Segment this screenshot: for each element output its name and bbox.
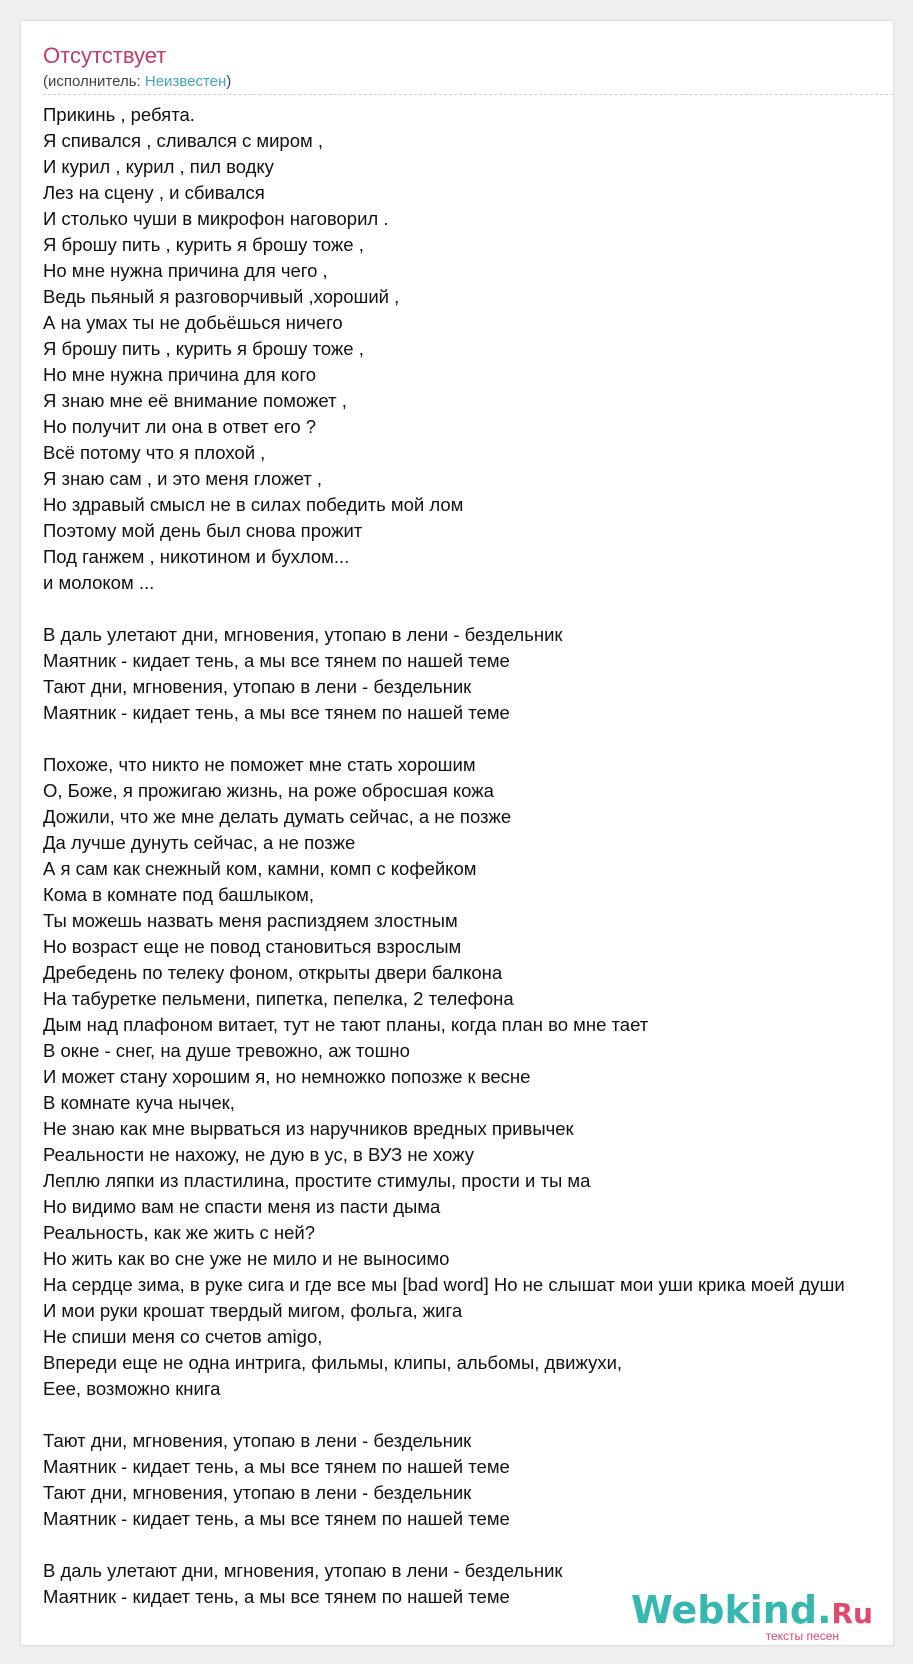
lyric-line: В окне - снег, на душе тревожно, аж тошно	[43, 1040, 410, 1061]
lyric-line: и молоком ...	[43, 572, 155, 593]
lyric-line: Я знаю мне её внимание поможет ,	[43, 390, 347, 411]
lyric-line: Но мне нужна причина для чего ,	[43, 260, 328, 281]
lyric-line: Но здравый смысл не в силах победить мой лом	[43, 494, 464, 515]
lyric-line: Маятник - кидает тень, а мы все тянем по нашей теме	[43, 650, 510, 671]
lyric-line: Леплю ляпки из пластилина, простите стимулы, прости и ты ма	[43, 1170, 591, 1191]
lyric-line: Дожили, что же мне делать думать сейчас, а не позже	[43, 806, 512, 827]
lyrics-card	[20, 20, 894, 1646]
lyric-line: Впереди еще не одна интрига, фильмы, клипы, альбомы, движухи,	[43, 1352, 623, 1373]
lyric-line: Прикинь , ребята.	[43, 104, 195, 125]
lyric-line: Дым над плафоном витает, тут не тают планы, когда план во мне тает	[43, 1014, 649, 1035]
lyric-line: Не спиши меня со счетов amigo,	[43, 1326, 323, 1347]
artist-line	[43, 72, 231, 92]
lyric-line: Тают дни, мгновения, утопаю в лени - бездельник	[43, 676, 472, 697]
artist-link[interactable]: Неизвестен	[144, 73, 227, 90]
logo-tagline: тексты песен	[765, 1629, 839, 1643]
lyric-line: В комнате куча нычек,	[43, 1092, 235, 1113]
lyric-line: И курил , курил , пил водку	[43, 156, 274, 177]
lyric-line: Но получит ли она в ответ его ?	[43, 416, 317, 437]
lyric-line: Я брошу пить , курить я брошу тоже ,	[43, 338, 364, 359]
lyric-line: Но видимо вам не спасти меня из пасти дыма	[43, 1196, 441, 1217]
lyric-line: Маятник - кидает тень, а мы все тянем по нашей теме	[43, 1508, 510, 1529]
lyric-line: Тают дни, мгновения, утопаю в лени - бездельник	[43, 1430, 472, 1451]
lyric-line: Я спивался , сливался с миром ,	[43, 130, 324, 151]
lyric-line: Под ганжем , никотином и бухлом...	[43, 546, 350, 567]
song-title: Отсутствует	[43, 43, 167, 68]
artist-suffix: )	[226, 73, 232, 90]
lyric-line: На табуретке пельмени, пипетка, пепелка, 2 телефона	[43, 988, 514, 1009]
lyric-line: Лез на сцену , и сбивался	[43, 182, 265, 203]
lyric-line: Ведь пьяный я разговорчивый ,хороший ,	[43, 286, 400, 307]
artist-prefix: (исполнитель:	[43, 73, 145, 90]
lyric-line: О, Боже, я прожигаю жизнь, на роже обросшая кожа	[43, 780, 494, 801]
lyrics-body	[43, 102, 894, 1610]
lyric-line: Но жить как во сне уже не мило и не выносимо	[43, 1248, 450, 1269]
lyric-line: На сердце зима, в руке сига и где все мы [bad word] Но не слышат мои уши крика моей души	[43, 1274, 845, 1295]
lyric-line: Я брошу пить , курить я брошу тоже ,	[43, 234, 364, 255]
lyric-line: И столько чуши в микрофон наговорил .	[43, 208, 389, 229]
lyric-line: Но мне нужна причина для кого	[43, 364, 317, 385]
stanza-break	[43, 596, 894, 622]
lyric-line: Всё потому что я плохой ,	[43, 442, 266, 463]
lyric-line: Реальность, как же жить с ней?	[43, 1222, 315, 1243]
lyric-line: Не знаю как мне вырваться из наручников вредных привычек	[43, 1118, 574, 1139]
logo-brand: Webkind	[630, 1588, 818, 1632]
stanza-break	[43, 1402, 894, 1428]
lyric-line: Поэтому мой день был снова прожит	[43, 520, 363, 541]
lyric-line: Да лучше дунуть сейчас, а не позже	[43, 832, 356, 853]
site-logo[interactable]	[630, 1585, 873, 1645]
lyric-line: Похоже, что никто не поможет мне стать хорошим	[43, 754, 476, 775]
lyric-line: Я знаю сам , и это меня гложет ,	[43, 468, 322, 489]
lyric-line: Реальности не нахожу, не дую в ус, в ВУЗ не хожу	[43, 1144, 474, 1165]
lyric-line: Кома в комнате под башлыком,	[43, 884, 314, 905]
lyric-line: Ты можешь назвать меня распиздяем злостным	[43, 910, 458, 931]
lyric-line: Но возраст еще не повод становиться взрослым	[43, 936, 462, 957]
lyric-line: В даль улетают дни, мгновения, утопаю в лени - бездельник	[43, 624, 563, 645]
lyric-line: В даль улетают дни, мгновения, утопаю в лени - бездельник	[43, 1560, 563, 1581]
lyric-line: Маятник - кидает тень, а мы все тянем по нашей теме	[43, 702, 510, 723]
lyric-line: И может стану хорошим я, но немножко попозже к весне	[43, 1066, 531, 1087]
header-divider	[43, 94, 893, 95]
lyric-line: Дребедень по телеку фоном, открыты двери балкона	[43, 962, 503, 983]
lyric-line: А я сам как снежный ком, камни, комп с кофейком	[43, 858, 477, 879]
logo-tld: Ru	[831, 1597, 873, 1630]
stanza-break	[43, 1532, 894, 1558]
lyric-line: Еее, возможно книга	[43, 1378, 221, 1399]
lyric-line: Тают дни, мгновения, утопаю в лени - бездельник	[43, 1482, 472, 1503]
lyric-line: Маятник - кидает тень, а мы все тянем по нашей теме	[43, 1456, 510, 1477]
lyric-line: И мои руки крошат твердый мигом, фольга, жига	[43, 1300, 463, 1321]
lyric-line: Маятник - кидает тень, а мы все тянем по нашей теме	[43, 1586, 510, 1607]
logo-dot: .	[817, 1588, 832, 1632]
stanza-break	[43, 726, 894, 752]
lyric-line: А на умах ты не добьёшься ничего	[43, 312, 343, 333]
